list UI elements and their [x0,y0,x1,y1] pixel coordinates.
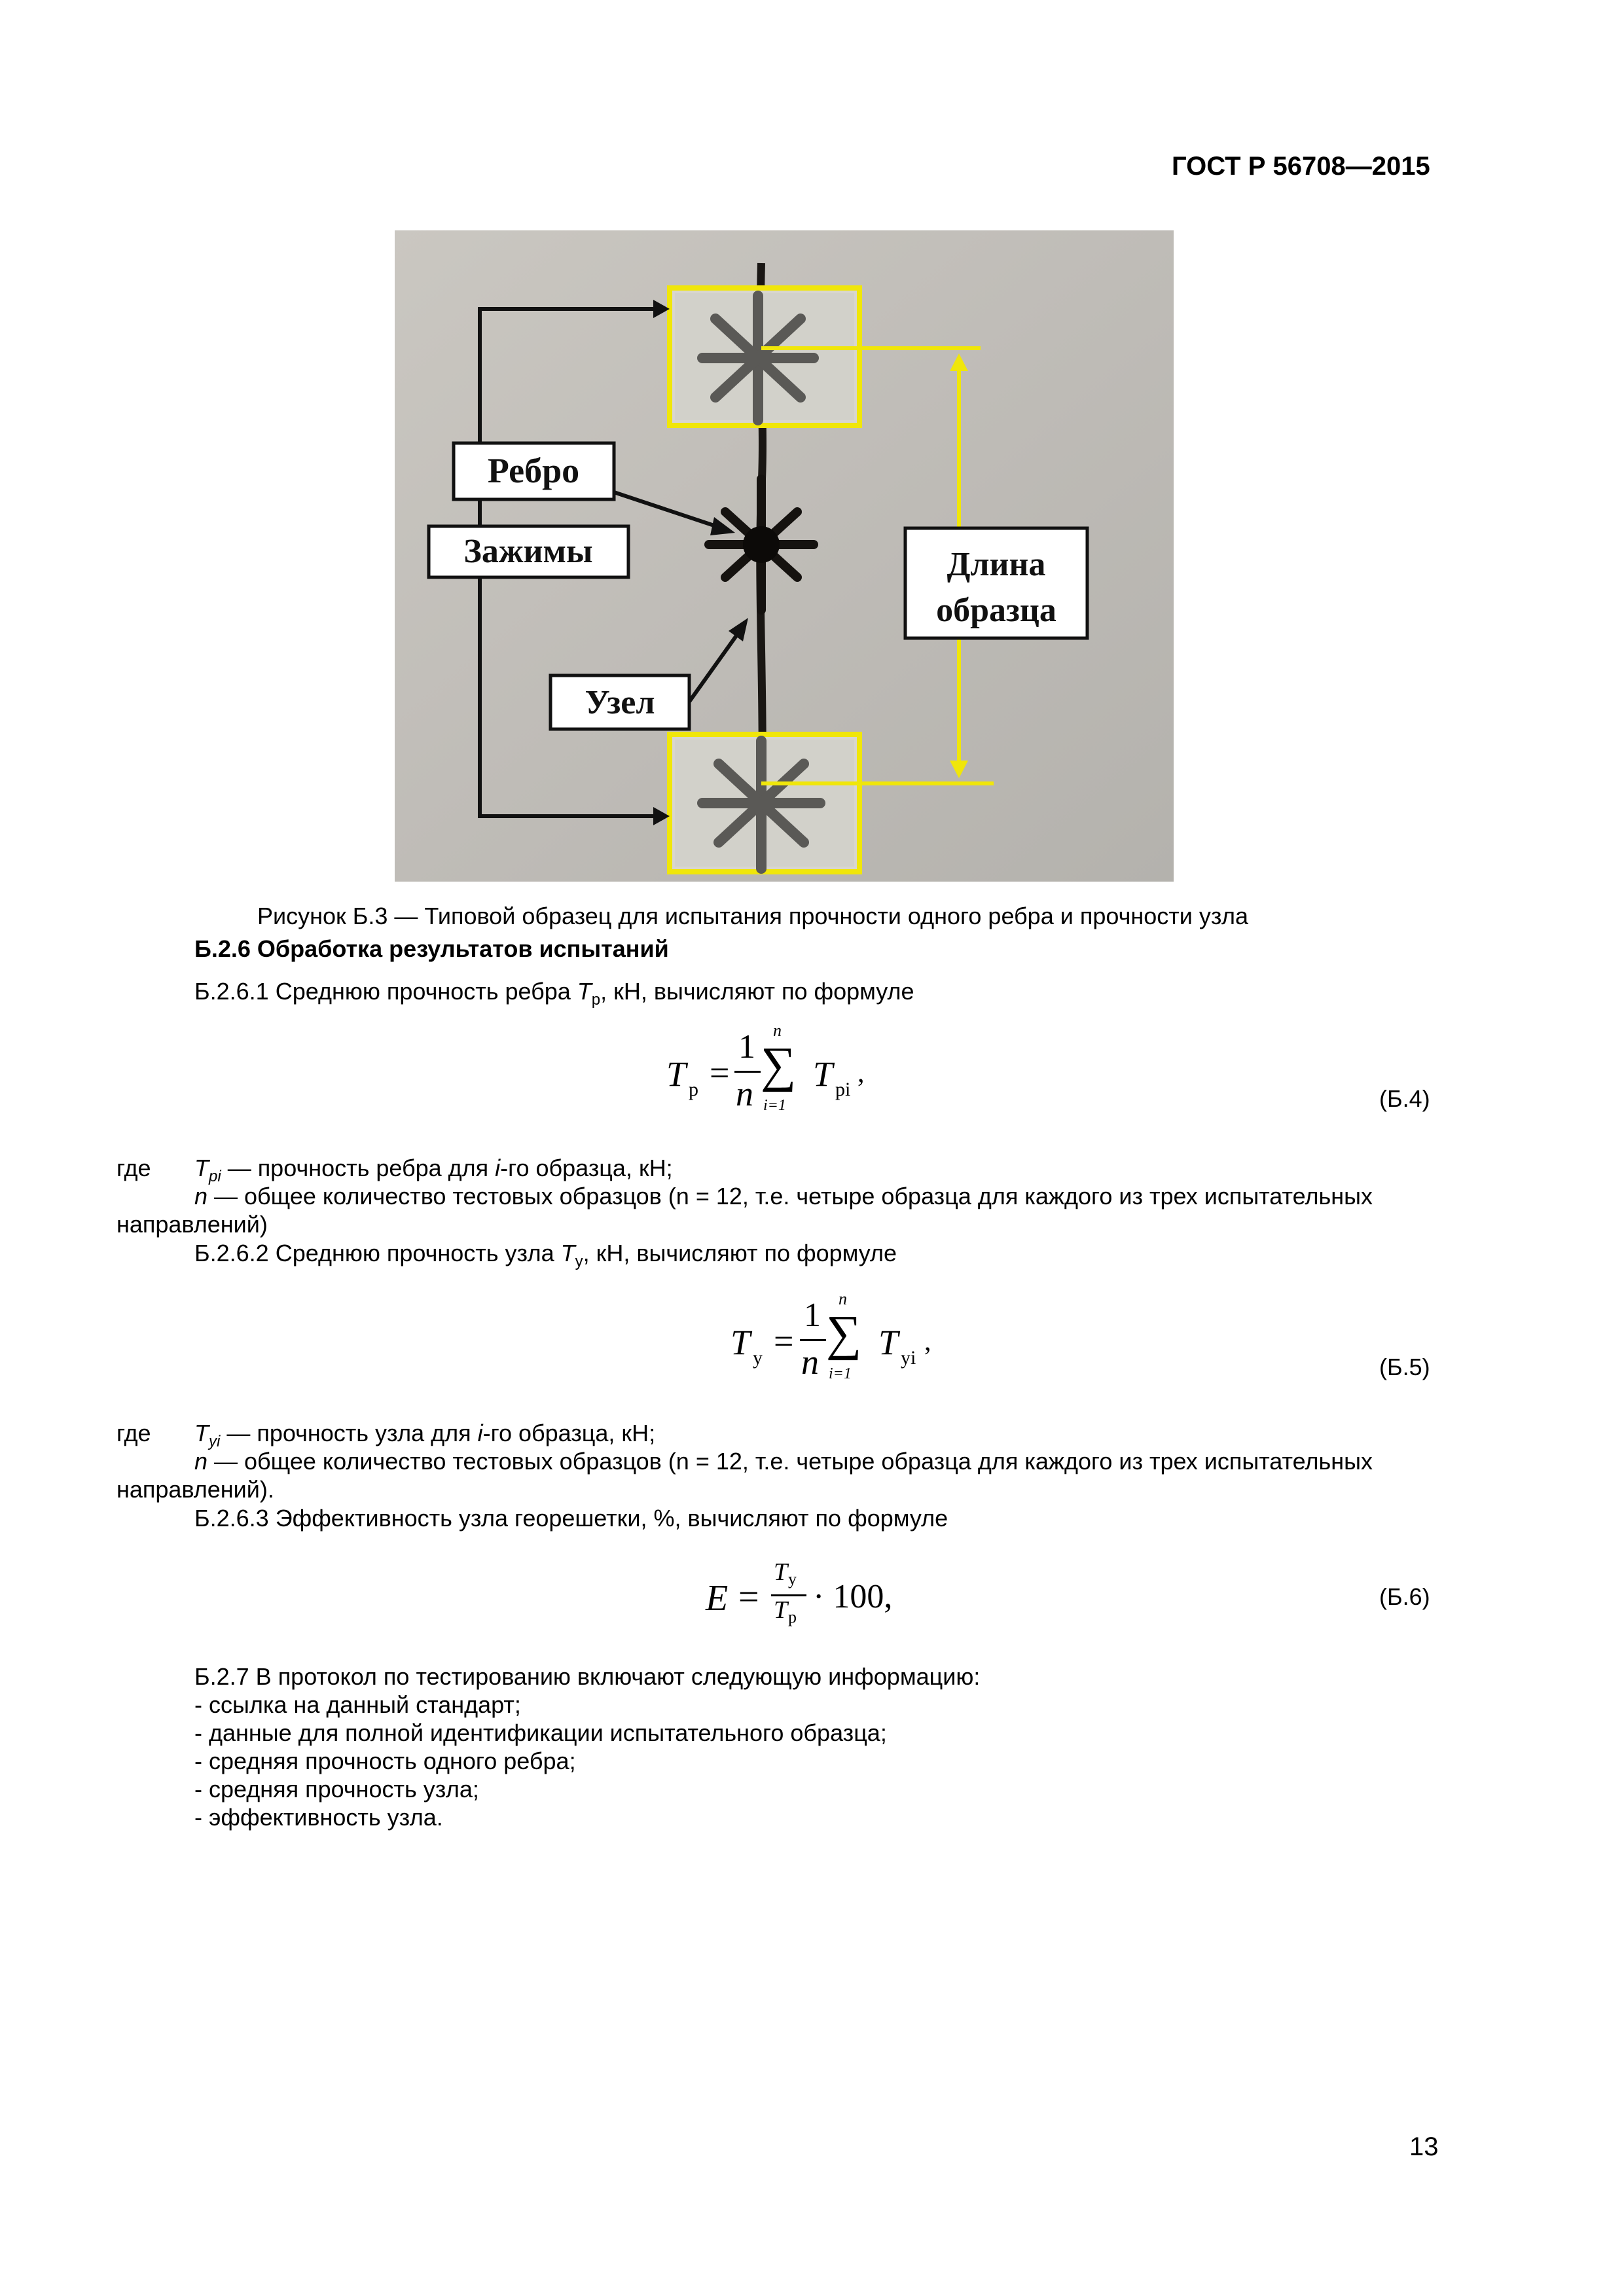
label-rib-text: Ребро [487,451,580,490]
p1-post: , кН, вычисляют по формуле [600,978,914,1005]
label-node [550,675,689,729]
eq5-sum-bottom: i=1 [829,1365,852,1382]
eq5-term-sub: уi [901,1347,916,1369]
section-heading: Б.2.6 Обработка результатов испытаний [194,935,669,962]
eq5-den: n [801,1342,819,1382]
label-node-text: Узел [585,684,655,721]
where5-sym2: n [194,1448,208,1475]
where4-i: i [495,1155,501,1181]
eq5-num: 1 [804,1297,821,1334]
where4-text2: — общее количество тестовых образцов (n = 12, т.е. четыре образца для каждого из трех испытательных [208,1183,1373,1210]
where5-i: i [477,1420,483,1446]
p2-post: , кН, вычисляют по формуле [583,1240,897,1266]
equation-b6 [700,1558,962,1643]
eq5-number: (Б.5) [1379,1354,1430,1380]
where4-end1: -го образца, кН; [500,1155,673,1181]
label-clamps [429,526,628,577]
eq5-lhs: T [731,1323,751,1362]
where5-text2: — общее количество тестовых образцов (n = 12, т.е. четыре образца для каждого из трех испытательных [208,1448,1373,1475]
list-item: - данные для полной идентификации испытательного образца; [194,1719,887,1746]
eq4-number: (Б.4) [1379,1085,1430,1112]
eq4-sum-bottom: i=1 [763,1097,786,1114]
eq5-lhs-sub: у [753,1347,763,1369]
p1-sub: р [591,991,601,1009]
where5-end1: -го образца, кН; [482,1420,656,1446]
eq4-lhs: T [666,1054,687,1094]
page-number: 13 [1409,2132,1439,2161]
where4-sym1: T [194,1155,209,1181]
list-item: - эффективность узла. [194,1804,443,1831]
eq4-num: 1 [738,1028,755,1066]
eq4-sum-sign: ∑ [761,1037,797,1092]
eq6-equals: = [738,1577,759,1617]
where4-line2 [194,1182,1373,1211]
eq5-sum-sign: ∑ [826,1306,862,1361]
specimen-photo [395,230,1174,882]
eq5-comma: , [924,1327,931,1357]
where5-text1: — прочность узла для [220,1420,478,1446]
eq5-equals: = [774,1321,794,1361]
list-item: - ссылка на данный стандарт; [194,1691,521,1718]
eq6-den: T [774,1596,788,1624]
where4-label: где [117,1155,151,1181]
list-item: - средняя прочность одного ребра; [194,1748,576,1774]
where5-label: где [117,1420,151,1446]
eq4-comma: , [857,1058,865,1088]
paragraph-b27: Б.2.7 В протокол по тестированию включают следующую информацию: [194,1663,981,1690]
eq4-equals: = [710,1053,730,1092]
p2-sub: у [575,1253,583,1271]
where4-sym2: n [194,1183,208,1210]
eq5-sum-top: n [839,1289,847,1308]
p1-sym: T [577,978,592,1005]
p2-sym: T [560,1240,575,1266]
where5-line3: направлений). [117,1476,274,1503]
label-length-line1: Длина [947,546,1046,583]
eq6-den-sub: р [788,1607,797,1626]
where5-line2 [194,1447,1373,1476]
where5-sym1: T [194,1420,209,1446]
paragraph-b262 [194,1239,897,1276]
eq4-fraction-bar [734,1071,761,1073]
eq4-den: n [736,1074,753,1113]
eq5-fraction-bar [800,1339,826,1341]
equation-b5 [720,1289,982,1394]
eq6-num: T [774,1558,788,1586]
eq4-lhs-sub: р [689,1079,698,1100]
where5-sub1: уi [209,1433,221,1451]
where4-sub1: рi [209,1168,221,1186]
figure-caption: Рисунок Б.3 — Типовой образец для испытания прочности одного ребра и прочности узла [257,903,1248,929]
eq4-term: T [813,1054,833,1094]
eq6-lhs: E [706,1578,729,1619]
p2-pre: Б.2.6.2 Среднюю прочность узла [194,1240,561,1266]
label-rib [454,443,614,499]
eq6-num-sub: у [788,1570,797,1588]
p1-pre: Б.2.6.1 Среднюю прочность ребра [194,978,577,1005]
label-clamps-text: Зажимы [463,533,593,570]
where4-line3: направлений) [117,1211,268,1238]
eq4-term-sub: рi [835,1079,851,1100]
node-center [743,526,780,563]
eq6-number: (Б.6) [1379,1583,1430,1610]
eq4-sum-top: n [773,1021,782,1040]
equation-b4 [655,1021,916,1126]
label-length-line2: образца [936,592,1056,629]
list-item: - средняя прочность узла; [194,1776,479,1803]
where4-text1: — прочность ребра для [221,1155,496,1181]
eq6-rest: · 100, [813,1578,893,1615]
document-code: ГОСТ Р 56708—2015 [1172,152,1430,181]
paragraph-b261 [194,977,914,1014]
specimen-figure [395,230,1174,882]
eq5-term: T [878,1323,899,1362]
label-length [905,528,1087,638]
paragraph-b263: Б.2.6.3 Эффективность узла георешетки, %, вычисляют по формуле [194,1505,948,1532]
